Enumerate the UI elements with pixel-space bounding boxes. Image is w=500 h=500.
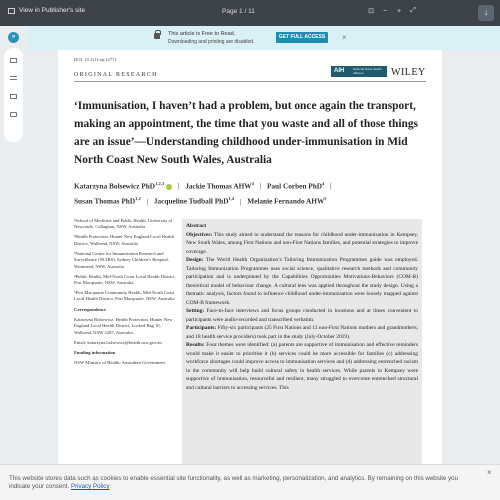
author-name: Melanie Fernando AHW (247, 196, 325, 206)
journal-logo (331, 66, 387, 77)
notice-line-1: This article is Free to Read. (168, 31, 236, 37)
affiliations-column (74, 218, 176, 370)
abstract-text: Fifty-six participants (25 First Nations and 13 non-First Nations mothers and grandmothers, and 18 health service providers) took part in the study (July-October 2019). (186, 325, 418, 340)
author-affil: 1,4 (228, 196, 235, 202)
top-toolbar (0, 0, 500, 26)
abstract-setting (186, 307, 418, 324)
get-full-access-button[interactable]: GET FULL ACCESS (276, 32, 328, 43)
fit-width-icon[interactable]: ⊡ (368, 8, 374, 15)
author-name: Jacqueline Tudball PhD (153, 196, 229, 206)
abstract-label: Participants: (186, 325, 217, 331)
abstract-results (186, 341, 418, 392)
abstract-objectives (186, 231, 418, 257)
author-separator: | (239, 196, 242, 206)
correspondence-heading: Correspondence (74, 306, 107, 312)
cookie-message: This website stores data such as cookies to enable essential site functionality, as well as marketing, personalization, and analytics. By remaining on this website you indicate your consent. (9, 475, 459, 490)
page-current[interactable]: 1 (239, 8, 243, 15)
funding-heading: Funding information (74, 350, 116, 356)
abstract-text: Four themes were identified: (a) parents are supportive of immunisation and effective reminders would make it easier to prioritise it (b) services could be more accessible for families (c) addressing workforce shortages could improve access to immunisation services and (d) addressing entrenched racism in the community will help build cultural safety in health services. While parents in Kempsey were supportive of immunisation, resourceful and resilient, many struggled to overcome entrenched structural and cultural barriers to accessing services. This (186, 342, 418, 391)
correspondence-text: Katarzyna Bolsewicz, Health Protection, Hunter New England Local Health District, Locked Bag 10, Wallsend, NSW 2287, Australia. (74, 316, 173, 335)
author-affil: 4 (322, 181, 325, 186)
outline-icon[interactable] (10, 76, 17, 80)
abstract-label: Setting: (186, 308, 205, 314)
view-in-publisher-label: View in Publisher's site (19, 7, 86, 14)
header-divider (74, 81, 426, 82)
author-separator: | (330, 181, 332, 191)
author-list (74, 177, 430, 208)
viewer-tools (366, 7, 418, 15)
affiliation: ²Health Protection, Hunter New England Local Health District, Wallsend, NSW, Australia (74, 234, 174, 246)
references-icon[interactable] (10, 112, 17, 117)
lock-icon (154, 33, 160, 39)
article-title: ‘Immunisation, I haven’t had a problem, but once again the transport, making an appointment, the time that you waste and all of those things are an issue’—Understanding childhood under-immunisation in Mid North Coast New South Wales, Australia (74, 100, 418, 166)
author-affil: 1,2,3 (155, 181, 165, 186)
download-icon[interactable]: ↓ (478, 5, 494, 21)
journal-logo-text: AIH (334, 68, 345, 74)
abstract-label: Results: (186, 342, 205, 348)
affiliation: ⁴Public Health, Mid-North Coast Local Health District, Port Macquarie, NSW, Australia (74, 273, 176, 286)
fullscreen-icon[interactable]: ⤢ (410, 7, 416, 14)
author-separator: | (177, 181, 180, 191)
expand-sidebar-button[interactable]: » (8, 32, 19, 43)
funding-text: NSW Ministry of Health; Australian Government (74, 360, 165, 366)
access-notice (28, 26, 500, 50)
author-name: Susan Thomas PhD (74, 196, 136, 206)
page-separator: / (244, 8, 247, 15)
thumbnails-icon[interactable] (10, 58, 17, 63)
view-in-publisher-link[interactable] (8, 7, 85, 14)
sidebar-tools-panel (4, 48, 23, 142)
author-separator: | (146, 196, 149, 206)
page-total: 11 (248, 8, 255, 15)
affiliation: ³National Centre for Immunisation Research and Surveillance (NCIRS), Sydney Children’s Hospital, Westmead, NSW, Australia (74, 250, 169, 269)
page-label: Page (222, 8, 238, 15)
author-name: Paul Corben PhD (266, 181, 323, 191)
author-separator: | (259, 181, 262, 191)
affiliation: ⁵Port Macquarie Community Health, Mid-North Coast Local Health District, Port Macquarie, NSW, Australia (74, 290, 175, 302)
privacy-policy-link[interactable]: Privacy Policy (70, 483, 110, 490)
zoom-out-button[interactable]: − (382, 7, 388, 15)
journal-logo-subtext: National Rural Health Alliance (353, 67, 382, 75)
abstract-participants (186, 324, 418, 341)
cookie-banner (0, 464, 500, 500)
zoom-in-button[interactable]: + (396, 7, 402, 15)
author-affil: 1,2 (135, 196, 141, 202)
doi-text: DOI: 10.1111/ajr.12771 (74, 57, 117, 62)
abstract-text: This study aimed to understand the reasons for childhood under-immunisation in Kempsey, New South Wales, among First Nations and non-First Nations families, and potential strategies to improve coverage. (186, 231, 418, 255)
cookie-text (9, 475, 479, 491)
notice-line-2: Downloading and printing are disabled. (168, 39, 255, 45)
affiliation: ¹School of Medicine and Public Health, University of Newcastle, Callaghan, NSW, Australia (74, 218, 173, 230)
abstract-design (186, 256, 418, 307)
orcid-icon[interactable] (166, 184, 172, 190)
correspondence-email[interactable]: Email: katarzyna.bolsewicz@health.nsw.gov.au (74, 339, 162, 345)
publisher-logo: WILEY (391, 67, 426, 78)
close-cookie-icon[interactable]: × (487, 468, 492, 477)
author-name: Jackie Thomas AHW (185, 181, 252, 191)
abstract-text: The World Health Organization’s Tailoring Immunization Programmes guide was employed. Tailoring Immunization Programmes uses social science, qualitative research methods and community participation and is underpinned by the Capabilities Opportunities Motivations-Behaviors (COM-B) theoretical model of behaviour change. A cultural lens was applied throughout the study design. Using a thematic analysis, factors found to influence childhood under-immunisation were loosely mapped against COM-B framework. (186, 257, 418, 306)
abstract-label: Design: (186, 257, 204, 263)
abstract-box (182, 219, 422, 476)
abstract-label: Objectives: (186, 231, 213, 238)
close-notice-icon[interactable]: × (342, 33, 347, 42)
abstract-heading: Abstract (186, 223, 207, 229)
author-name: Katarzyna Bolsewicz PhD (74, 181, 156, 191)
figures-icon[interactable] (10, 94, 17, 99)
page-indicator (222, 8, 255, 15)
external-link-icon (8, 8, 15, 14)
author-affil: 5 (324, 196, 327, 202)
abstract-text: Face-to-face interviews and focus groups conducted in locations and at times convenient to participants were audio-recorded and transcribed verbatim. (186, 308, 418, 323)
left-rail (0, 26, 28, 476)
article-page (58, 50, 442, 476)
section-label: ORIGINAL RESEARCH (74, 72, 158, 78)
author-affil: 4 (251, 181, 254, 186)
